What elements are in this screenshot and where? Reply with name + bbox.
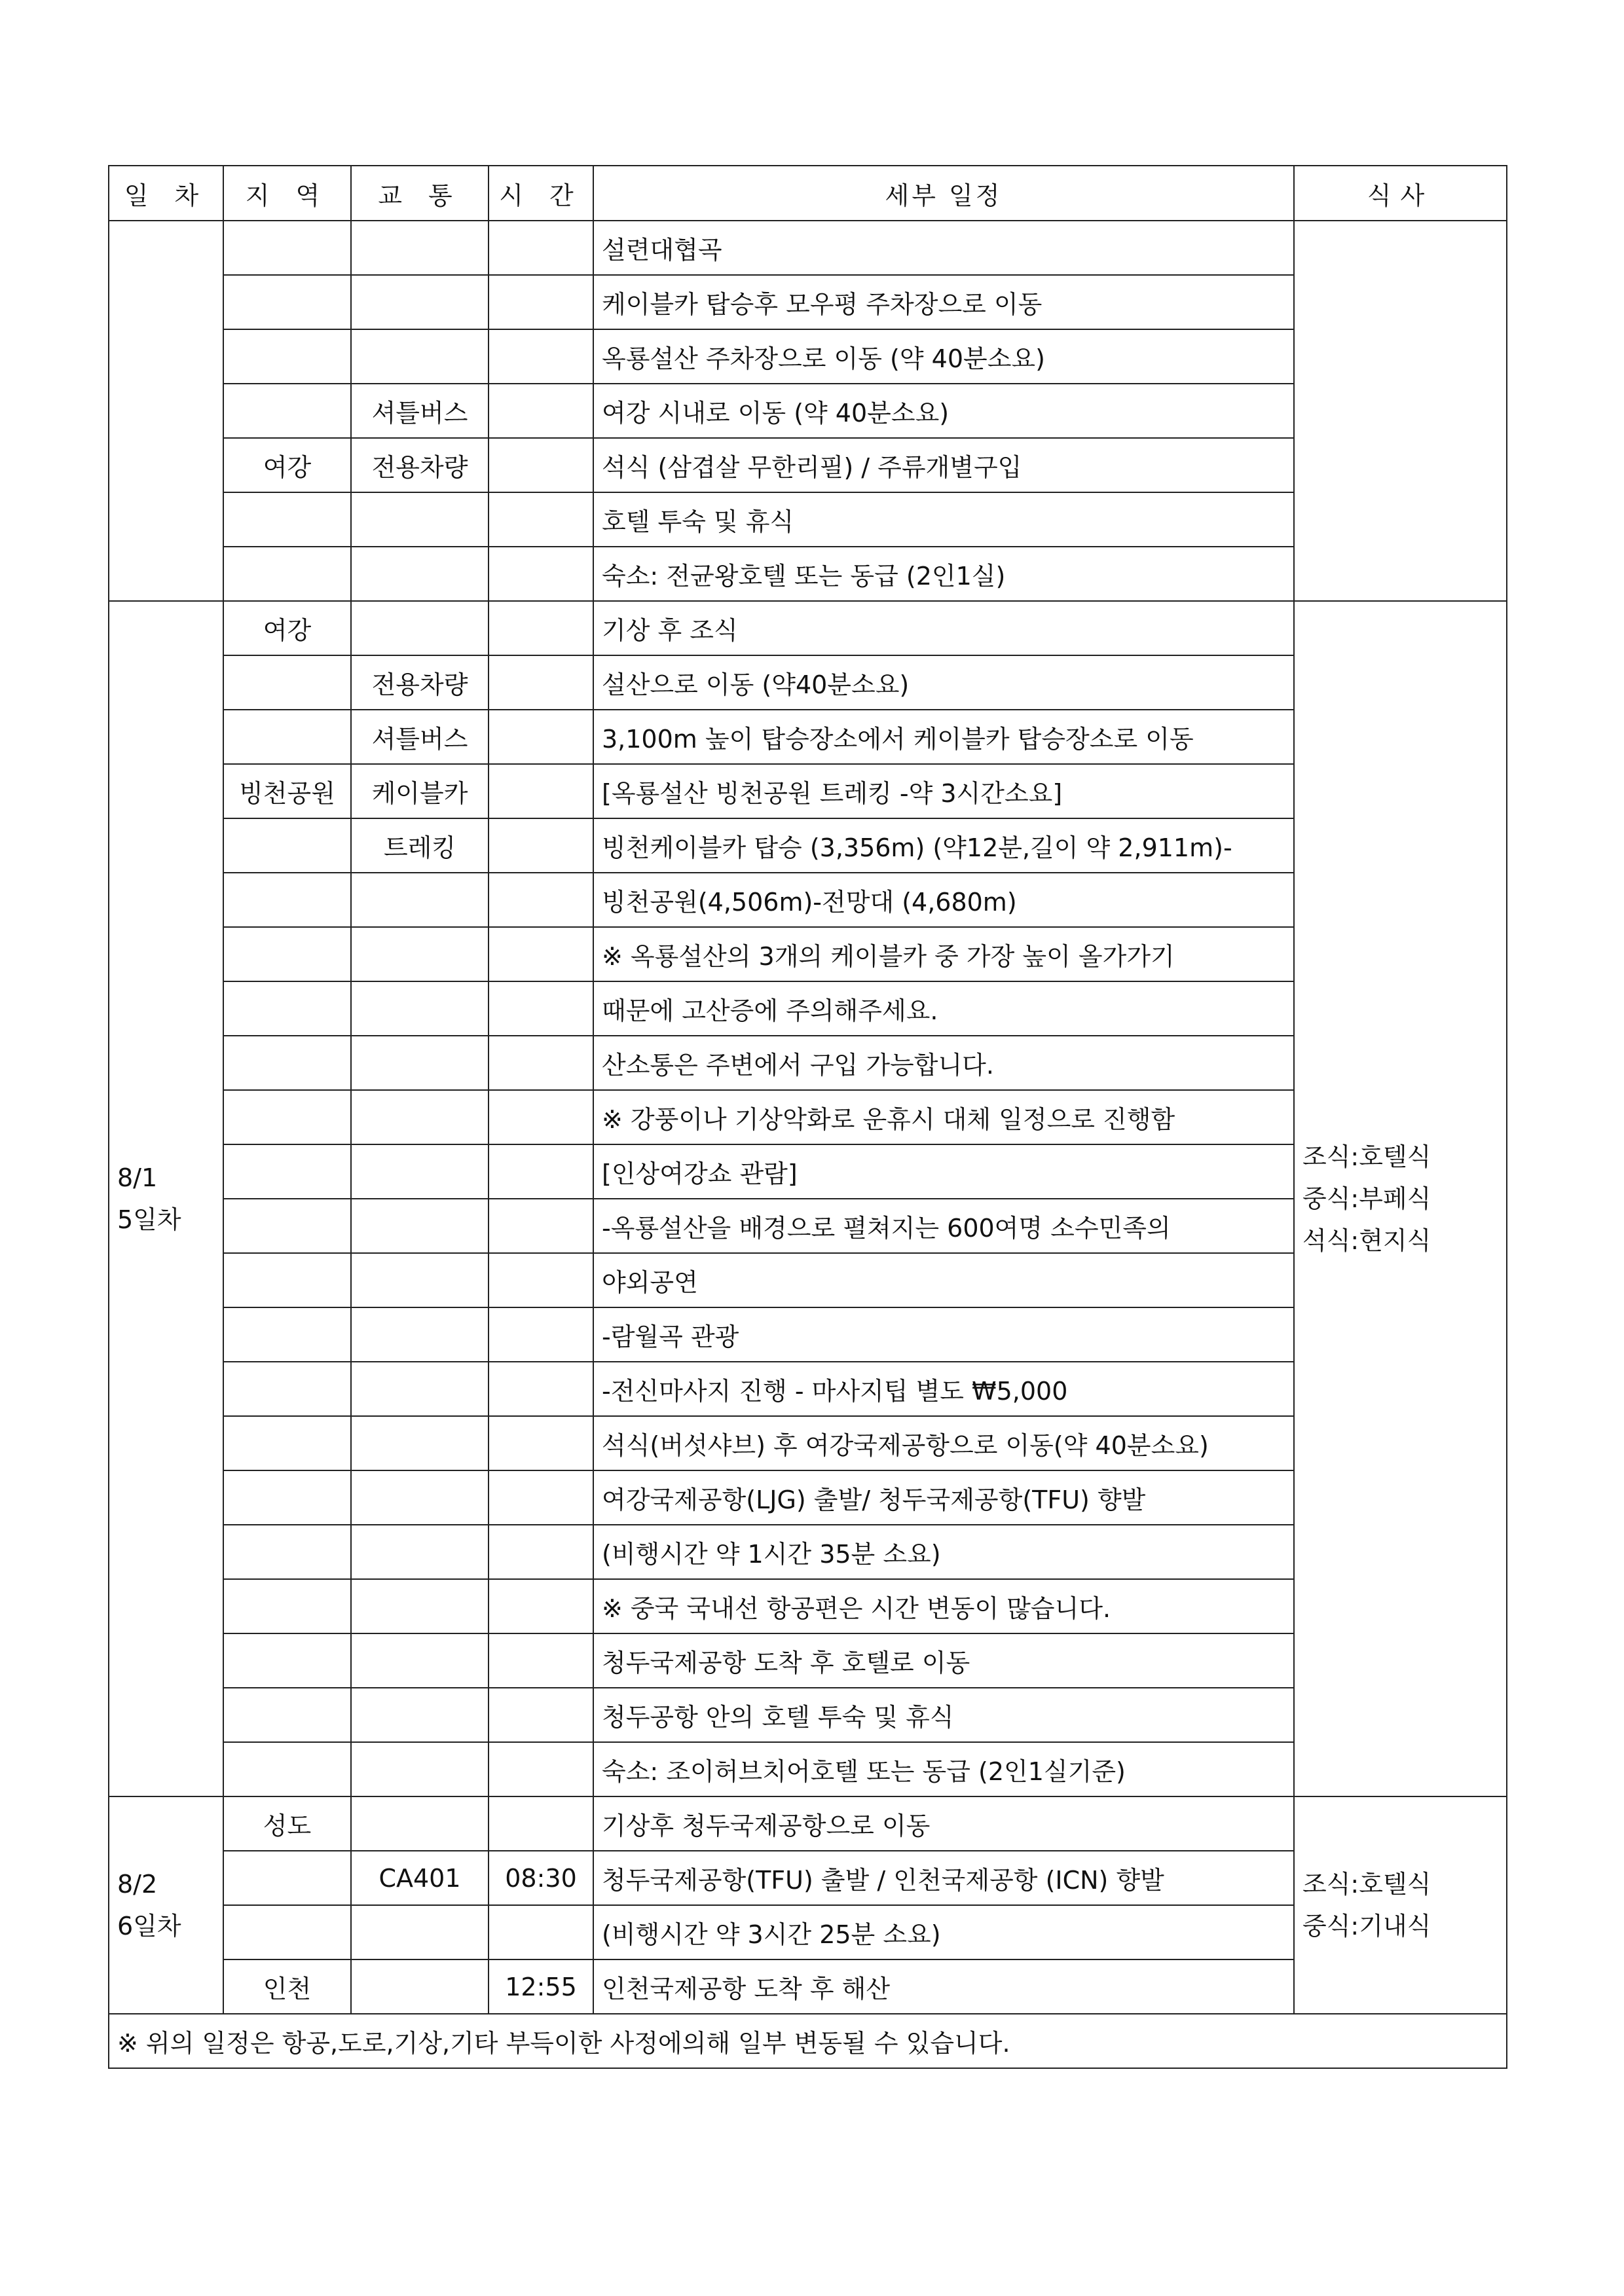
time-cell bbox=[489, 1633, 593, 1688]
region-cell bbox=[223, 1144, 351, 1199]
region-cell bbox=[223, 818, 351, 873]
detail-cell: 석식 (삼겹살 무한리필) / 주류개별구입 bbox=[593, 438, 1294, 492]
region-cell: 성도 bbox=[223, 1796, 351, 1851]
time-cell bbox=[489, 384, 593, 438]
time-cell bbox=[489, 601, 593, 655]
transport-cell: CA401 bbox=[351, 1851, 489, 1905]
transport-cell bbox=[351, 1905, 489, 1959]
time-cell bbox=[489, 1144, 593, 1199]
transport-cell bbox=[351, 1525, 489, 1579]
detail-cell: 기상 후 조식 bbox=[593, 601, 1294, 655]
footer-row bbox=[109, 2014, 1507, 2068]
day-cell bbox=[109, 221, 223, 601]
itinerary-row bbox=[109, 601, 1507, 655]
time-cell bbox=[489, 329, 593, 384]
region-cell bbox=[223, 384, 351, 438]
detail-cell: 청두공항 안의 호텔 투숙 및 휴식 bbox=[593, 1688, 1294, 1742]
region-cell bbox=[223, 329, 351, 384]
time-cell bbox=[489, 1199, 593, 1253]
transport-cell bbox=[351, 1036, 489, 1090]
transport-cell bbox=[351, 1090, 489, 1144]
transport-cell bbox=[351, 1688, 489, 1742]
detail-cell: -옥룡설산을 배경으로 펼쳐지는 600여명 소수민족의 bbox=[593, 1199, 1294, 1253]
header-detail: 세부 일정 bbox=[593, 166, 1294, 221]
time-cell bbox=[489, 1307, 593, 1362]
detail-cell: 숙소: 조이허브치어호텔 또는 동급 (2인1실기준) bbox=[593, 1742, 1294, 1796]
transport-cell: 셔틀버스 bbox=[351, 710, 489, 764]
time-cell bbox=[489, 764, 593, 818]
detail-cell: ※ 옥룡설산의 3개의 케이블카 중 가장 높이 올가가기 bbox=[593, 927, 1294, 981]
itinerary-row bbox=[109, 221, 1507, 275]
header-meal: 식사 bbox=[1294, 166, 1507, 221]
time-cell bbox=[489, 1796, 593, 1851]
region-cell bbox=[223, 1525, 351, 1579]
meal-label: 석식:현지식 bbox=[1302, 1226, 1431, 1255]
time-cell bbox=[489, 438, 593, 492]
detail-cell: -람월곡 관광 bbox=[593, 1307, 1294, 1362]
detail-cell: 설련대협곡 bbox=[593, 221, 1294, 275]
time-cell bbox=[489, 710, 593, 764]
header-transport: 교 통 bbox=[351, 166, 489, 221]
time-cell bbox=[489, 1416, 593, 1470]
detail-cell: 설산으로 이동 (약40분소요) bbox=[593, 655, 1294, 710]
detail-cell: 케이블카 탑승후 모우평 주차장으로 이동 bbox=[593, 275, 1294, 329]
transport-cell bbox=[351, 1416, 489, 1470]
meal-cell bbox=[1294, 221, 1507, 601]
itinerary-table bbox=[108, 165, 1507, 2069]
detail-cell: 3,100m 높이 탑승장소에서 케이블카 탑승장소로 이동 bbox=[593, 710, 1294, 764]
transport-cell: 전용차량 bbox=[351, 655, 489, 710]
detail-cell: -전신마사지 진행 - 마사지팁 별도 ₩5,000 bbox=[593, 1362, 1294, 1416]
detail-cell: 옥룡설산 주차장으로 이동 (약 40분소요) bbox=[593, 329, 1294, 384]
meal-label: 조식:호텔식 bbox=[1302, 1142, 1431, 1171]
transport-cell: 트레킹 bbox=[351, 818, 489, 873]
region-cell bbox=[223, 1742, 351, 1796]
detail-cell: 야외공연 bbox=[593, 1253, 1294, 1307]
region-cell bbox=[223, 1905, 351, 1959]
region-cell bbox=[223, 275, 351, 329]
detail-cell: 인천국제공항 도착 후 해산 bbox=[593, 1959, 1294, 2014]
region-cell bbox=[223, 492, 351, 547]
region-cell bbox=[223, 1090, 351, 1144]
detail-cell: 여강국제공항(LJG) 출발/ 청두국제공항(TFU) 향발 bbox=[593, 1470, 1294, 1525]
detail-cell: 산소통은 주변에서 구입 가능합니다. bbox=[593, 1036, 1294, 1090]
region-cell: 인천 bbox=[223, 1959, 351, 2014]
day-label: 8/2 bbox=[117, 1870, 158, 1899]
transport-cell bbox=[351, 1796, 489, 1851]
transport-cell bbox=[351, 492, 489, 547]
region-cell bbox=[223, 1307, 351, 1362]
meal-label: 조식:호텔식 bbox=[1302, 1870, 1431, 1899]
time-cell bbox=[489, 1579, 593, 1633]
transport-cell bbox=[351, 927, 489, 981]
region-cell: 빙천공원 bbox=[223, 764, 351, 818]
transport-cell bbox=[351, 1362, 489, 1416]
detail-cell: [옥룡설산 빙천공원 트레킹 -약 3시간소요] bbox=[593, 764, 1294, 818]
time-cell bbox=[489, 1253, 593, 1307]
detail-cell: 빙천공원(4,506m)-전망대 (4,680m) bbox=[593, 873, 1294, 927]
detail-cell: (비행시간 약 1시간 35분 소요) bbox=[593, 1525, 1294, 1579]
time-cell bbox=[489, 492, 593, 547]
detail-cell: 빙천케이블카 탑승 (3,356m) (약12분,길이 약 2,911m)- bbox=[593, 818, 1294, 873]
region-cell bbox=[223, 547, 351, 601]
time-cell bbox=[489, 1036, 593, 1090]
region-cell bbox=[223, 1199, 351, 1253]
time-cell bbox=[489, 1525, 593, 1579]
detail-cell: 청두국제공항 도착 후 호텔로 이동 bbox=[593, 1633, 1294, 1688]
time-cell bbox=[489, 873, 593, 927]
detail-cell: 기상후 청두국제공항으로 이동 bbox=[593, 1796, 1294, 1851]
time-cell bbox=[489, 1090, 593, 1144]
region-cell bbox=[223, 1253, 351, 1307]
meal-cell bbox=[1294, 1796, 1507, 2014]
time-cell: 08:30 bbox=[489, 1851, 593, 1905]
header-day: 일 차 bbox=[109, 166, 223, 221]
region-cell bbox=[223, 710, 351, 764]
region-cell bbox=[223, 1470, 351, 1525]
region-cell bbox=[223, 981, 351, 1036]
region-cell: 여강 bbox=[223, 438, 351, 492]
meal-cell bbox=[1294, 601, 1507, 1796]
time-cell bbox=[489, 221, 593, 275]
region-cell bbox=[223, 873, 351, 927]
header-region: 지 역 bbox=[223, 166, 351, 221]
region-cell bbox=[223, 927, 351, 981]
region-cell bbox=[223, 1036, 351, 1090]
transport-cell: 케이블카 bbox=[351, 764, 489, 818]
itinerary-body bbox=[109, 221, 1507, 2014]
transport-cell bbox=[351, 1579, 489, 1633]
header-row bbox=[109, 166, 1507, 221]
region-cell bbox=[223, 1416, 351, 1470]
transport-cell bbox=[351, 1959, 489, 2014]
transport-cell bbox=[351, 221, 489, 275]
time-cell bbox=[489, 1362, 593, 1416]
day-cell bbox=[109, 1796, 223, 2014]
transport-cell bbox=[351, 275, 489, 329]
transport-cell bbox=[351, 1633, 489, 1688]
time-cell bbox=[489, 1470, 593, 1525]
detail-cell: 숙소: 전균왕호텔 또는 동급 (2인1실) bbox=[593, 547, 1294, 601]
day-label: 6일차 bbox=[117, 1912, 181, 1941]
detail-cell: 여강 시내로 이동 (약 40분소요) bbox=[593, 384, 1294, 438]
day-label: 8/1 bbox=[117, 1163, 158, 1192]
time-cell bbox=[489, 818, 593, 873]
transport-cell bbox=[351, 1199, 489, 1253]
time-cell bbox=[489, 655, 593, 710]
region-cell bbox=[223, 1579, 351, 1633]
time-cell bbox=[489, 1742, 593, 1796]
transport-cell bbox=[351, 981, 489, 1036]
itinerary-row bbox=[109, 1796, 1507, 1851]
region-cell bbox=[223, 1688, 351, 1742]
detail-cell: [인상여강쇼 관람] bbox=[593, 1144, 1294, 1199]
transport-cell bbox=[351, 1307, 489, 1362]
detail-cell: 청두국제공항(TFU) 출발 / 인천국제공항 (ICN) 향발 bbox=[593, 1851, 1294, 1905]
meal-label: 중식:부페식 bbox=[1302, 1184, 1431, 1213]
time-cell bbox=[489, 1905, 593, 1959]
transport-cell bbox=[351, 1742, 489, 1796]
transport-cell bbox=[351, 1470, 489, 1525]
transport-cell: 셔틀버스 bbox=[351, 384, 489, 438]
time-cell: 12:55 bbox=[489, 1959, 593, 2014]
region-cell bbox=[223, 655, 351, 710]
detail-cell: 호텔 투숙 및 휴식 bbox=[593, 492, 1294, 547]
region-cell: 여강 bbox=[223, 601, 351, 655]
time-cell bbox=[489, 547, 593, 601]
header-time: 시 간 bbox=[489, 166, 593, 221]
detail-cell: ※ 강풍이나 기상악화로 운휴시 대체 일정으로 진행함 bbox=[593, 1090, 1294, 1144]
transport-cell bbox=[351, 873, 489, 927]
transport-cell: 전용차량 bbox=[351, 438, 489, 492]
region-cell bbox=[223, 1851, 351, 1905]
transport-cell bbox=[351, 601, 489, 655]
transport-cell bbox=[351, 1253, 489, 1307]
day-cell bbox=[109, 601, 223, 1796]
detail-cell: 때문에 고산증에 주의해주세요. bbox=[593, 981, 1294, 1036]
time-cell bbox=[489, 275, 593, 329]
meal-label: 중식:기내식 bbox=[1302, 1912, 1431, 1941]
footer-note: ※ 위의 일정은 항공,도로,기상,기타 부득이한 사정에의해 일부 변동될 수 있습니다. bbox=[109, 2014, 1507, 2068]
transport-cell bbox=[351, 329, 489, 384]
time-cell bbox=[489, 1688, 593, 1742]
region-cell bbox=[223, 1362, 351, 1416]
detail-cell: 석식(버섯샤브) 후 여강국제공항으로 이동(약 40분소요) bbox=[593, 1416, 1294, 1470]
detail-cell: (비행시간 약 3시간 25분 소요) bbox=[593, 1905, 1294, 1959]
transport-cell bbox=[351, 1144, 489, 1199]
region-cell bbox=[223, 221, 351, 275]
time-cell bbox=[489, 981, 593, 1036]
day-label: 5일차 bbox=[117, 1205, 181, 1234]
detail-cell: ※ 중국 국내선 항공편은 시간 변동이 많습니다. bbox=[593, 1579, 1294, 1633]
region-cell bbox=[223, 1633, 351, 1688]
time-cell bbox=[489, 927, 593, 981]
transport-cell bbox=[351, 547, 489, 601]
